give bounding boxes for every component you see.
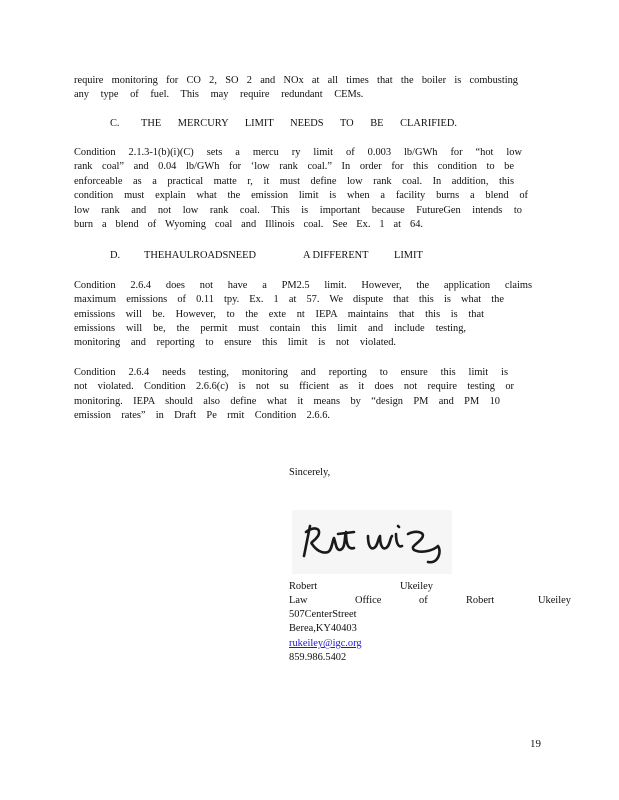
section-c-title: THE MERCURY LIMIT NEEDS TO BE CLARIFIED.: [141, 118, 457, 129]
firm-word-2: Office: [355, 595, 382, 606]
section-d-p1-line-3: emissions will be. However, to the exte nt IEPA maintains that this is that: [74, 309, 484, 320]
page-number: 19: [530, 738, 541, 750]
section-c-line-5: low rank and not low rank coal. This is important because FutureGen intends to: [74, 205, 522, 216]
section-d-p2-line-3: monitoring. IEPA should also define what it means by “design PM and PM 10: [74, 396, 500, 407]
section-c-letter: C.: [110, 118, 120, 129]
email-link[interactable]: rukeiley@igc.org: [289, 638, 362, 649]
section-d-p1-line-5: monitoring and reporting to ensure this limit is not violated.: [74, 337, 396, 348]
street: 507CenterStreet: [289, 609, 357, 620]
phone: 859.986.5402: [289, 652, 347, 663]
section-d-p2-line-4: emission rates” in Draft Pe rmit Condition 2.6.6.: [74, 410, 330, 421]
section-d-p2-line-1: Condition 2.6.4 needs testing, monitoring and reporting to ensure this limit is: [74, 367, 508, 378]
firm-word-4: Robert: [466, 595, 495, 606]
section-c-line-4: condition must explain what the emission limit is when a facility burns a blend of: [74, 190, 528, 201]
section-d-p1-line-4: emissions will be, the permit must contain this limit and include testing,: [74, 323, 466, 334]
firm-word-3: of: [419, 595, 428, 606]
section-c-line-1: Condition 2.1.3-1(b)(i)(C) sets a mercu ry limit of 0.003 lb/GWh for “hot low: [74, 147, 522, 158]
name-last: Ukeiley: [400, 581, 433, 592]
firm-word-5: Ukeiley: [538, 595, 571, 606]
section-c-line-2: rank coal” and 0.04 lb/GWh for ‘low rank coal.” In order for this condition to be: [74, 161, 514, 172]
signature-icon: [292, 510, 452, 574]
section-c-line-6: burn a blend of Wyoming coal and Illinois coal. See Ex. 1 at 64.: [74, 219, 423, 230]
section-d-letter: D.: [110, 250, 121, 261]
intro-line-2: any type of fuel. This may require redundant CEMs.: [74, 89, 364, 100]
name-first: Robert: [289, 581, 318, 592]
section-d-p2-line-2: not violated. Condition 2.6.6(c) is not su fficient as it does not require testing or: [74, 381, 514, 392]
section-d-p1-line-1: Condition 2.6.4 does not have a PM2.5 limit. However, the application claims: [74, 280, 532, 291]
signature-image: [292, 510, 452, 574]
section-d-title-1: THEHAULROADSNEED: [144, 250, 256, 261]
salutation: Sincerely,: [289, 467, 331, 478]
city: Berea,KY40403: [289, 623, 357, 634]
section-c-line-3: enforceable as a practical matte r, it must define low rank coal. In addition, this: [74, 176, 514, 187]
intro-line-1: require monitoring for CO 2, SO 2 and NOx at all times that the boiler is combusting: [74, 75, 518, 86]
section-d-title-2: A DIFFERENT: [303, 250, 369, 261]
section-d-title-3: LIMIT: [394, 250, 423, 261]
firm-word-1: Law: [289, 595, 308, 606]
section-d-p1-line-2: maximum emissions of 0.11 tpy. Ex. 1 at 57. We dispute that this is what the: [74, 294, 504, 305]
